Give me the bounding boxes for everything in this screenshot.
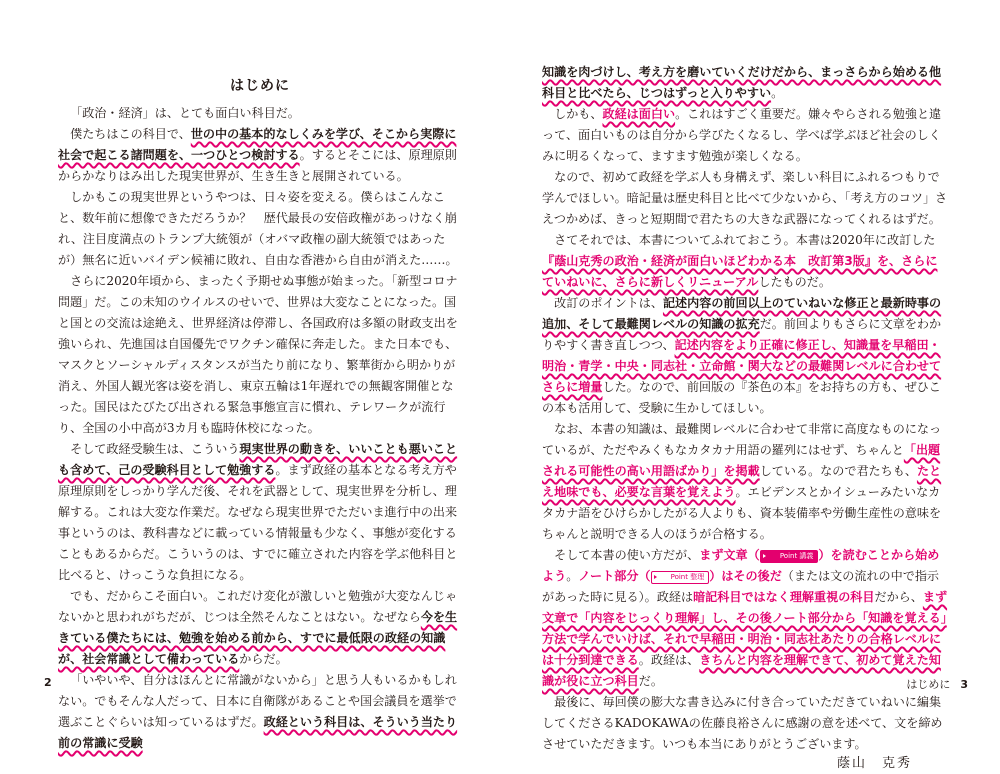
- text-run: しかもこの現実世界というやつは、日々姿を変える。僕らはこんなこと、数年前に想像できただろうか？ 歴代最長の安倍政権があっけなく崩れ、注目度満点のトランプ大統領が（オバマ政権の副大統領ではあったが）無名に近いバイデン候補に敗れ、自由な香港から自由が消えた……。: [58, 190, 458, 267]
- emphasis-text: きちんと内容を理解できて、初めて覚えた知識が役に立つ科目: [542, 653, 941, 688]
- text-run: 。: [566, 569, 579, 583]
- emphasis-text: 知識を肉づけし、考え方を磨いていくだけだから、まっさらから始める他科目と比べたら、じつはずっと入りやすい: [542, 65, 942, 100]
- paragraph: [542, 167, 948, 230]
- text-run: した。なので、前回版の『茶色の本』をお持ちの方も、ぜひこの本も活用して、受験に生かしてほしい。: [542, 380, 941, 415]
- emphasis-text: 現実世界の動きを、いいことも悪いことも含めて、己の受験科目として勉強する: [58, 442, 458, 477]
- emphasis-text: ）を読むことから始めよう: [542, 548, 940, 583]
- text-run: したものだ。: [758, 275, 831, 289]
- text-run: なので、初めて政経を学ぶ人も身構えず、楽しい科目にふれるつもりで学んでほしい。暗記量は歴史科目と比べて少ないから、「考え方のコツ」さえつかめば、きっと短期間で君たちの大きな武器になってくれるはずだ。: [542, 170, 948, 226]
- point-lecture-badge: Point 講義: [760, 550, 819, 563]
- text-run: 改訂のポイントは、: [554, 296, 663, 310]
- text-run: 。: [771, 86, 784, 100]
- text-run: だ。: [638, 674, 663, 688]
- paragraph: [542, 230, 948, 293]
- text-run: さらに2020年頃から、まったく予期せぬ事態が始まった。「新型コロナ問題」だ。この未知のウイルスのせいで、世界は大変なことになった。国と国との交流は途絶え、世界経済は停滞し、各国政府は多額の財政支出を強いられ、先進国は自国優先でワクチン確保に奔走した。また日本でも、マスクとソーシャルディスタンスが当たり前になり、繁華街から明かりが消え、外国人観光客は姿を消し、東京五輪は1年遅れでの無観客開催となった。国民はたびたび出される緊急事態宣言に慣れ、テレワークが流行り、全国の小中高が3カ月も臨時休校になった。: [58, 274, 458, 435]
- text-run: 。政経は、: [638, 653, 700, 667]
- page-number-left: 2: [44, 676, 52, 689]
- text-run: している。なので君たちも、: [759, 464, 917, 478]
- paragraph: [58, 271, 458, 439]
- right-page-body: [542, 62, 951, 774]
- paragraph: [58, 103, 458, 124]
- paragraph: [542, 419, 948, 545]
- emphasis-text: まず文章で「内容をじっくり理解」し、その後ノート部分から「知識を覚える」方法で学んでいけば、それで早稲田・明治・同志社あたりの合格レベルには十分到達できる: [542, 590, 948, 667]
- text-run: さてそれでは、本書についてふれておこう。本書は2020年に改訂した: [554, 233, 936, 247]
- author-name: 蔭山 克秀: [836, 756, 912, 771]
- paragraph: [542, 104, 948, 167]
- text-run: 。エビデンスとかイシューみたいなカタカナ語をひけらかしたがる人よりも、資本装備率や労働生産性の意味をちゃんと説明できる人のほうが合格する。: [542, 485, 942, 541]
- emphasis-text: 記述内容をより正確に修正し、知識量を早稲田・明治・青学・中央・同志社・立命館・関大などの最難関レベルに合わせてさらに増量: [542, 338, 942, 394]
- emphasis-text: 今を生きている僕たちには、勉強を始める前から、すでに最低限の政経の知識が、社会常識として備わっている: [58, 610, 458, 666]
- text-run: しかも、: [554, 107, 603, 121]
- text-run: だから、: [874, 590, 923, 604]
- right-page-text: [542, 62, 951, 755]
- page-folio-right: [906, 676, 968, 692]
- emphasis-text: 政経という科目は、そういう当たり前の常識に受験: [58, 715, 458, 750]
- paragraph: [542, 692, 948, 755]
- paragraph: [542, 62, 948, 104]
- paragraph: [542, 545, 951, 692]
- left-page: [0, 0, 500, 750]
- page-number-right: 3: [960, 678, 968, 691]
- emphasis-text: たとえ地味でも、必要な言葉を覚えよう: [542, 464, 942, 499]
- text-run: 。これはすごく重要だ。嫌々やらされる勉強と違って、面白いものは自分から学びたくなるし、学べば学ぶほど社会のしくみに明るくなって、ますます勉強が楽しくなる。: [542, 107, 942, 163]
- paragraph: [58, 586, 458, 670]
- text-run: からだ。: [239, 652, 288, 666]
- text-run: 最後に、毎回僕の膨大な書き込みに付き合っていただきていねいに編集してくださるKADOKAWAの佐藤良裕さんに感謝の意を述べて、文を締めさせていただきます。いつも本当にありがとうございます。: [542, 695, 943, 751]
- paragraph: [58, 124, 458, 187]
- text-run: だ。前回よりもさらに文章をわかりやすく書き直しつつ、: [542, 317, 942, 352]
- emphasis-text: 世の中の基本的なしくみを学び、そこから実際に社会で起こる諸問題を、一つひとつ検討する: [58, 127, 457, 162]
- text-run: そして本書の使い方だが、: [554, 548, 700, 562]
- text-run: なお、本書の知識は、最難関レベルに合わせて非常に高度なものになっているが、ただやみくもなカタカナ用語の羅列にはせず、ちゃんと: [542, 422, 942, 457]
- paragraph: [542, 293, 948, 419]
- point-note-badge: Point 整理: [651, 571, 710, 584]
- emphasis-text: 暗記科目ではなく理解重視の科目: [693, 590, 875, 604]
- text-run: 「いやいや、自分はほんとに常識がないから」と思う人もいるかもしれない。でもそんな人だって、日本に自衛隊があることや国会議員を選挙で選ぶことぐらいは知っているはずだ。: [58, 673, 457, 729]
- author-signature: [542, 753, 948, 774]
- text-run: 。まず政経の基本となる考え方や原理原則をしっかり学んだ後、それを武器として、現実世界を分析し、理解する。これは大変な作業だ。なぜなら現実世界でただいま進行中の出来事というのは、教科書などに載っている情報量も少なく、事態が変化することもあるからだ。こういうのは、すでに確立された内容を学ぶ他科目と比べると、けっこうな負担になる。: [58, 463, 458, 582]
- text-run: 「政治・経済」は、とても面白い科目だ。: [70, 106, 300, 120]
- emphasis-text: ノート部分（: [578, 569, 651, 583]
- emphasis-text: まず文章（: [699, 548, 760, 562]
- paragraph: [58, 439, 458, 586]
- emphasis-text: 『蔭山克秀の政治・経済が面白いほどわかる本 改訂第3版』を、さらにていねいに、さらに新しくリニューアル: [542, 254, 938, 289]
- paragraph: [58, 670, 458, 754]
- emphasis-text: 政経は面白い: [602, 107, 676, 121]
- text-run: 僕たちはこの科目で、: [70, 127, 191, 141]
- emphasis-text: ）はその後だ: [709, 569, 782, 583]
- left-page-body: [58, 103, 458, 754]
- text-run: でも、だからこそ面白い。これだけ変化が激しいと勉強が大変なんじゃないかと思われがちだが、じつは全然そんなことはない。なぜなら: [58, 589, 458, 624]
- text-run: そして政経受験生は、こういう: [70, 442, 240, 456]
- page-title: はじめに: [230, 78, 290, 94]
- running-head: はじめに: [906, 678, 951, 691]
- emphasis-text: 記述内容の前回以上のていねいな修正と最新時事の追加、そして最難関レベルの知識の拡充: [542, 296, 942, 331]
- text-run: （または文の流れの中で指示があった時に見る）。政経は: [542, 569, 940, 604]
- right-page: [500, 0, 1000, 771]
- paragraph: [58, 187, 458, 271]
- text-run: 。するとそこには、原理原則からかなりはみ出した現実世界が、生き生きと展開されている。: [58, 148, 457, 183]
- emphasis-text: 「出題される可能性の高い用語ばかり」を掲載: [542, 443, 941, 478]
